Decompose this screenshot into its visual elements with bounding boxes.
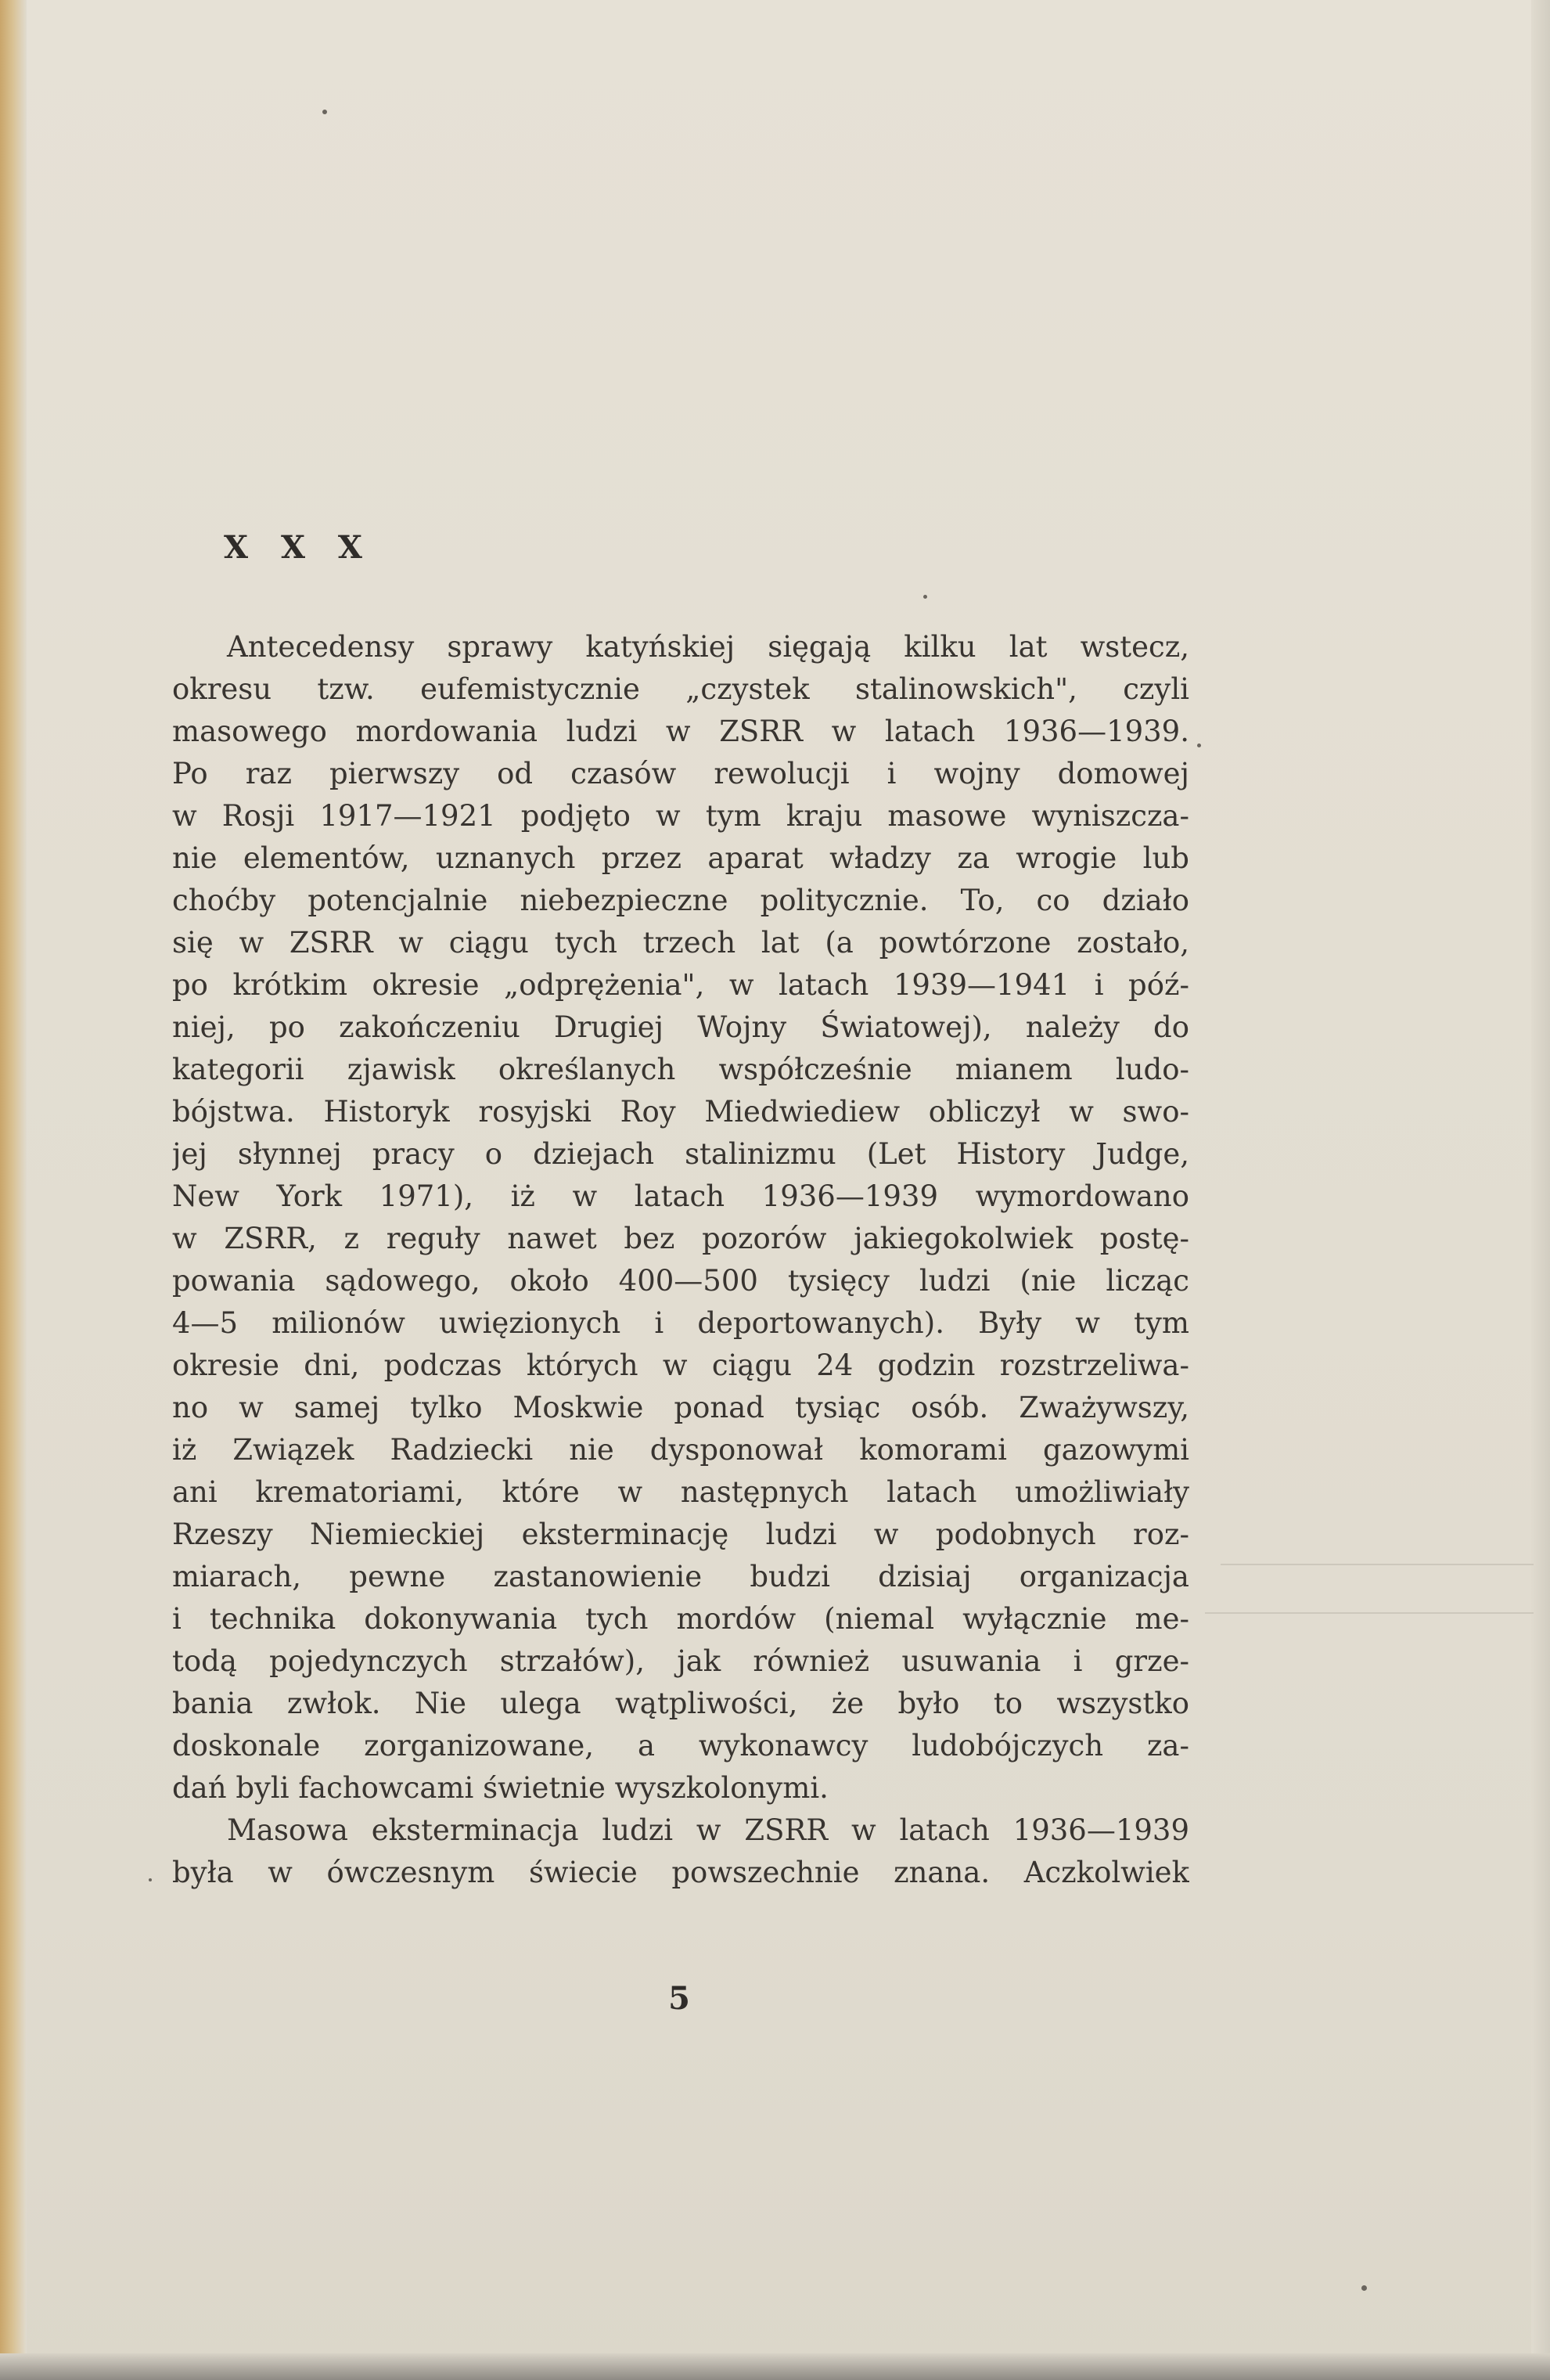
faint-ruled-line bbox=[1221, 1564, 1534, 1565]
text-line: po krótkim okresie „odprężenia", w latach 1939—1941 i póź- bbox=[172, 968, 1189, 1002]
text-line: masowego mordowania ludzi w ZSRR w latach 1936—1939. bbox=[172, 715, 1189, 748]
page-right-edge bbox=[1531, 0, 1550, 2380]
section-separator: X X X bbox=[224, 529, 373, 566]
paper-speck bbox=[149, 1878, 152, 1881]
text-line: w Rosji 1917—1921 podjęto w tym kraju masowe wyniszcza- bbox=[172, 799, 1189, 833]
text-line: Antecedensy sprawy katyńskiej sięgają kilku lat wstecz, bbox=[227, 630, 1189, 664]
page-number: 5 bbox=[668, 1980, 690, 2017]
faint-ruled-line bbox=[1205, 1612, 1534, 1614]
text-line: niej, po zakończeniu Drugiej Wojny Światowej), należy do bbox=[172, 1010, 1189, 1044]
text-line: bójstwa. Historyk rosyjski Roy Miedwiediew obliczył w swo- bbox=[172, 1095, 1189, 1129]
text-line: New York 1971), iż w latach 1936—1939 wymordowano bbox=[172, 1179, 1189, 1213]
paper-speck bbox=[923, 595, 927, 599]
text-line: Rzeszy Niemieckiej eksterminację ludzi w podobnych roz- bbox=[172, 1518, 1189, 1551]
text-line: miarach, pewne zastanowienie budzi dzisiaj organizacja bbox=[172, 1560, 1189, 1593]
text-line: choćby potencjalnie niebezpieczne politycznie. To, co działo bbox=[172, 884, 1189, 917]
text-line: doskonale zorganizowane, a wykonawcy ludobójczych za- bbox=[172, 1729, 1189, 1762]
body-text bbox=[172, 626, 1189, 1894]
text-line: Po raz pierwszy od czasów rewolucji i wojny domowej bbox=[172, 757, 1189, 790]
paper-speck bbox=[322, 110, 327, 114]
text-line: powania sądowego, około 400—500 tysięcy ludzi (nie licząc bbox=[172, 1264, 1189, 1298]
paper-speck bbox=[1197, 744, 1201, 747]
page-bottom-edge bbox=[0, 2353, 1550, 2380]
text-line: iż Związek Radziecki nie dysponował komorami gazowymi bbox=[172, 1433, 1189, 1467]
text-line: nie elementów, uznanych przez aparat władzy za wrogie lub bbox=[172, 841, 1189, 875]
text-line: była w ówczesnym świecie powszechnie znana. Aczkolwiek bbox=[172, 1856, 1189, 1889]
text-line: w ZSRR, z reguły nawet bez pozorów jakiegokolwiek postę- bbox=[172, 1222, 1189, 1255]
text-line: jej słynnej pracy o dziejach stalinizmu (Let History Judge, bbox=[172, 1137, 1189, 1171]
text-line: kategorii zjawisk określanych współcześnie mianem ludo- bbox=[172, 1053, 1189, 1086]
text-line: todą pojedynczych strzałów), jak również usuwania i grze- bbox=[172, 1644, 1189, 1678]
text-line: okresu tzw. eufemistycznie „czystek stalinowskich", czyli bbox=[172, 672, 1189, 706]
text-line: bania zwłok. Nie ulega wątpliwości, że było to wszystko bbox=[172, 1687, 1189, 1720]
paper-speck bbox=[1361, 2285, 1367, 2291]
text-line: dań byli fachowcami świetnie wyszkolonymi. bbox=[172, 1771, 829, 1805]
text-line: się w ZSRR w ciągu tych trzech lat (a powtórzone zostało, bbox=[172, 926, 1189, 960]
text-line: no w samej tylko Moskwie ponad tysiąc osób. Zważywszy, bbox=[172, 1391, 1189, 1424]
text-line: 4—5 milionów uwięzionych i deportowanych). Były w tym bbox=[172, 1306, 1189, 1340]
page-binding-edge bbox=[0, 0, 27, 2380]
text-line: okresie dni, podczas których w ciągu 24 godzin rozstrzeliwa- bbox=[172, 1348, 1189, 1382]
text-line: Masowa eksterminacja ludzi w ZSRR w latach 1936—1939 bbox=[227, 1813, 1189, 1847]
text-line: i technika dokonywania tych mordów (niemal wyłącznie me- bbox=[172, 1602, 1189, 1636]
text-line: ani krematoriami, które w następnych latach umożliwiały bbox=[172, 1475, 1189, 1509]
